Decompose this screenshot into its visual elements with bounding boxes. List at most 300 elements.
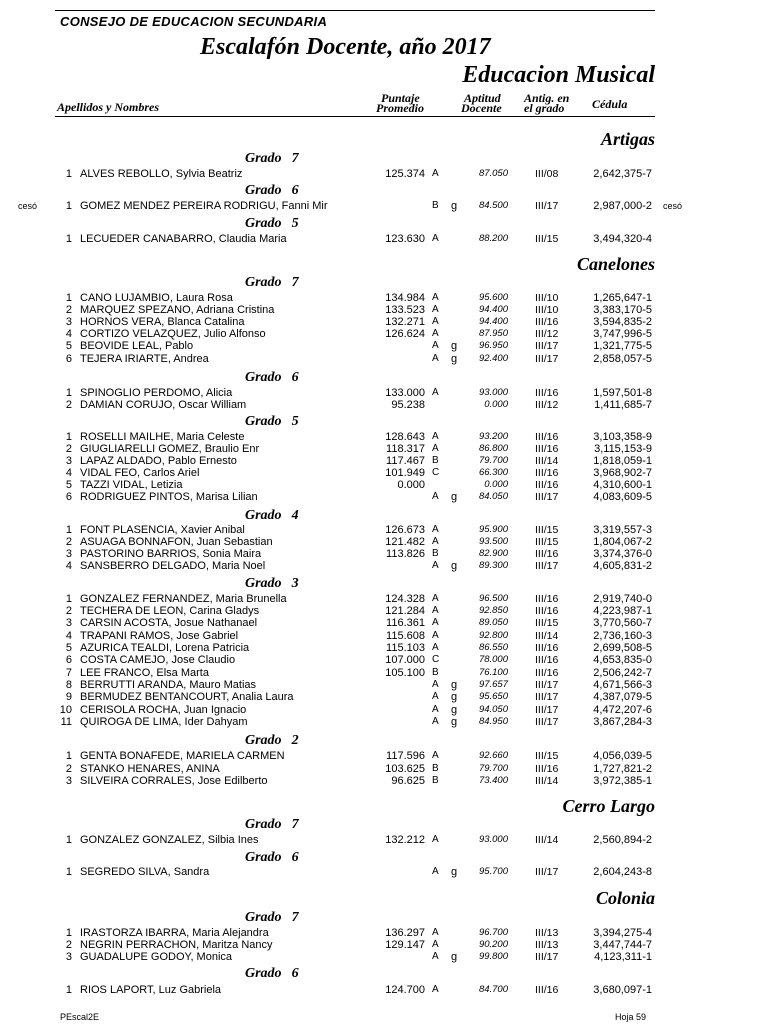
row-number: 5 (65, 642, 72, 654)
row-cedula: 1,727,821-2 (593, 763, 652, 775)
table-row (0, 866, 768, 879)
row-number: 3 (65, 775, 72, 787)
row-number: 3 (65, 548, 72, 560)
row-flag: g (451, 691, 458, 703)
row-puntaje: 115.103 (386, 642, 425, 654)
row-number: 2 (65, 399, 72, 411)
row-aptitud-category: B (432, 775, 439, 786)
row-number: 6 (65, 353, 72, 365)
table-row (0, 716, 768, 729)
table-row (0, 443, 768, 456)
grado-number: 6 (291, 850, 299, 865)
row-puntaje: 121.284 (385, 605, 425, 617)
row-flag: g (451, 491, 458, 503)
row-aptitud-docente: 87.050 (478, 168, 508, 179)
row-cedula: 4,123,311-1 (594, 951, 652, 963)
row-aptitud-category: A (432, 491, 439, 502)
row-aptitud-category: A (432, 353, 439, 364)
row-name: TAZZI VIDAL, Letizia (80, 479, 183, 491)
row-number: 4 (65, 630, 72, 642)
row-name: CARSIN ACOSTA, Josue Nathanael (80, 617, 258, 629)
row-aptitud-docente: 86.800 (478, 443, 508, 454)
row-puntaje: 115.608 (386, 630, 425, 642)
row-cedula: 3,374,376-0 (593, 548, 652, 560)
row-antiguedad: III/17 (535, 716, 559, 728)
row-number: 3 (65, 455, 72, 467)
row-aptitud-docente: 93.000 (478, 387, 508, 398)
row-antiguedad: III/17 (535, 340, 559, 352)
row-name: BERMUDEZ BENTANCOURT, Analia Laura (80, 691, 294, 703)
row-aptitud-docente: 99.800 (478, 951, 508, 962)
grado-label: Grado (245, 910, 282, 925)
department-heading: Artigas (600, 129, 655, 149)
table-row (0, 316, 768, 329)
table-row (0, 399, 768, 412)
row-antiguedad: III/17 (535, 691, 559, 703)
row-number: 1 (65, 984, 72, 996)
grado-heading (245, 817, 299, 832)
row-aptitud-category: B (432, 455, 439, 466)
table-row (0, 630, 768, 643)
row-puntaje: 116.361 (386, 617, 425, 629)
row-aptitud-docente: 0.000 (484, 479, 508, 490)
table-row (0, 387, 768, 400)
row-flag: g (451, 951, 458, 963)
row-aptitud-category: A (432, 716, 439, 727)
row-puntaje: 96.625 (391, 775, 425, 787)
row-name: NEGRIN PERRACHON, Maritza Nancy (80, 939, 273, 951)
row-name: LEE FRANCO, Elsa Marta (80, 667, 209, 679)
row-puntaje: 125.374 (385, 168, 425, 180)
row-aptitud-docente: 87.950 (478, 328, 508, 339)
row-aptitud-category: A (432, 750, 439, 761)
row-puntaje: 117.467 (386, 455, 425, 467)
row-cedula: 4,653,835-0 (593, 654, 652, 666)
row-name: BEOVIDE LEAL, Pablo (80, 340, 194, 352)
row-cedula: 3,494,320-4 (593, 233, 652, 245)
row-antiguedad: III/14 (535, 775, 559, 787)
table-row (0, 524, 768, 537)
row-number: 8 (65, 679, 72, 691)
table-row (0, 491, 768, 504)
row-number: 5 (65, 479, 72, 491)
row-name: HORNOS VERA, Blanca Catalina (80, 316, 245, 328)
row-aptitud-docente: 76.100 (478, 667, 508, 678)
row-aptitud-docente: 84.700 (478, 984, 508, 995)
row-antiguedad: III/17 (535, 200, 559, 212)
row-cedula: 1,597,501-8 (593, 387, 652, 399)
row-antiguedad: III/15 (535, 536, 559, 548)
footer-form-code: PEscal2E (60, 1012, 100, 1022)
row-aptitud-category: A (432, 605, 439, 616)
row-aptitud-docente: 93.000 (478, 834, 508, 845)
row-puntaje: 121.482 (385, 536, 425, 548)
row-name: SANSBERRO DELGADO, Maria Noel (80, 560, 266, 572)
row-name: ALVES REBOLLO, Sylvia Beatriz (80, 168, 243, 180)
row-aptitud-docente: 97.657 (478, 679, 508, 690)
table-row (0, 642, 768, 655)
row-name: GENTA BONAFEDE, MARIELA CARMEN (80, 750, 285, 762)
row-cedula: 2,919,740-0 (593, 593, 652, 605)
row-cedula: 3,383,170-5 (593, 304, 652, 316)
row-number: 2 (65, 304, 72, 316)
row-cedula: 4,387,079-5 (593, 691, 652, 703)
table-row (0, 763, 768, 776)
row-aptitud-docente: 89.050 (478, 617, 508, 628)
table-row (0, 304, 768, 317)
row-name: ROSELLI MAILHE, Maria Celeste (80, 431, 245, 443)
grado-number: 5 (291, 414, 299, 429)
grado-label: Grado (245, 151, 282, 166)
row-antiguedad: III/13 (535, 927, 559, 939)
grado-heading (245, 576, 299, 591)
row-aptitud-category: A (432, 939, 439, 950)
row-number: 1 (65, 866, 72, 878)
row-cedula: 3,594,835-2 (593, 316, 652, 328)
row-number: 3 (65, 316, 72, 328)
column-header-puntaje-1: Puntaje (381, 91, 420, 105)
grado-number: 7 (291, 910, 299, 925)
column-header-puntaje-2: Promedio (376, 101, 424, 115)
row-number: 4 (65, 560, 72, 572)
row-antiguedad: III/16 (535, 593, 559, 605)
row-number: 2 (65, 536, 72, 548)
table-row (0, 984, 768, 997)
grado-heading (245, 151, 299, 166)
row-aptitud-docente: 0.000 (484, 399, 508, 410)
row-antiguedad: III/17 (535, 560, 559, 572)
row-number: 4 (65, 328, 72, 340)
row-cedula: 3,680,097-1 (593, 984, 652, 996)
row-aptitud-category: A (432, 431, 439, 442)
row-number: 2 (65, 605, 72, 617)
row-aptitud-docente: 95.700 (478, 866, 508, 877)
row-cedula: 2,987,000-2 (593, 200, 652, 212)
row-aptitud-category: A (432, 292, 439, 303)
row-puntaje: 105.100 (385, 667, 425, 679)
row-puntaje: 134.984 (385, 292, 425, 304)
row-number: 3 (65, 951, 72, 963)
row-aptitud-category: A (432, 927, 439, 938)
grado-heading (245, 183, 299, 198)
row-aptitud-docente: 79.700 (478, 763, 508, 774)
row-antiguedad: III/16 (535, 479, 559, 491)
organization-name: CONSEJO DE EDUCACION SECUNDARIA (60, 14, 328, 29)
row-antiguedad: III/16 (535, 984, 559, 996)
row-name: FONT PLASENCIA, Xavier Anibal (80, 524, 245, 536)
table-row (0, 328, 768, 341)
grado-number: 6 (291, 370, 299, 385)
table-row (0, 617, 768, 630)
row-puntaje: 123.630 (385, 233, 425, 245)
row-aptitud-docente: 84.500 (478, 200, 508, 211)
row-flag: g (451, 704, 458, 716)
row-aptitud-docente: 89.300 (478, 560, 508, 571)
row-cedula: 2,699,508-5 (593, 642, 652, 654)
row-cedula: 4,671,566-3 (593, 679, 652, 691)
table-row (0, 431, 768, 444)
row-antiguedad: III/16 (535, 387, 559, 399)
grado-number: 2 (291, 733, 299, 748)
table-row (0, 750, 768, 763)
row-name: COSTA CAMEJO, Jose Claudio (80, 654, 236, 666)
row-aptitud-docente: 96.700 (478, 927, 508, 938)
grado-number: 7 (291, 151, 299, 166)
row-antiguedad: III/16 (535, 667, 559, 679)
row-aptitud-category: A (432, 617, 439, 628)
row-aptitud-category: A (432, 304, 439, 315)
row-name: GONZALEZ GONZALEZ, Silbia Ines (80, 834, 259, 846)
row-aptitud-category: A (432, 524, 439, 535)
row-cedula: 4,056,039-5 (593, 750, 652, 762)
row-number: 1 (65, 292, 72, 304)
row-aptitud-category: C (432, 467, 440, 478)
subject-title: Educacion Musical (462, 62, 655, 88)
row-cedula: 2,506,242-7 (593, 667, 652, 679)
column-header-aptitud-2: Docente (461, 101, 502, 115)
row-cedula: 4,310,600-1 (593, 479, 652, 491)
row-name: LAPAZ ALDADO, Pablo Ernesto (80, 455, 237, 467)
row-puntaje: 113.826 (386, 548, 425, 560)
row-cedula: 3,115,153-9 (594, 443, 652, 455)
row-aptitud-docente: 95.650 (478, 691, 508, 702)
row-cedula: 3,447,744-7 (593, 939, 652, 951)
row-antiguedad: III/12 (535, 399, 559, 411)
row-number: 11 (60, 716, 72, 728)
row-number: 1 (65, 200, 72, 212)
row-aptitud-category: A (432, 233, 439, 244)
row-cedula: 2,736,160-3 (593, 630, 652, 642)
row-antiguedad: III/17 (535, 866, 559, 878)
row-puntaje: 95.238 (391, 399, 425, 411)
row-aptitud-docente: 79.700 (478, 455, 508, 466)
row-cedula: 2,858,057-5 (593, 353, 652, 365)
row-cedula: 2,604,243-8 (593, 866, 652, 878)
row-number: 1 (65, 387, 72, 399)
row-aptitud-category: B (432, 763, 439, 774)
row-antiguedad: III/16 (535, 642, 559, 654)
row-puntaje: 101.949 (385, 467, 425, 479)
row-flag: g (451, 560, 458, 572)
grado-number: 3 (291, 576, 299, 591)
row-antiguedad: III/13 (535, 939, 559, 951)
table-row (0, 353, 768, 366)
row-cedula: 3,972,385-1 (593, 775, 652, 787)
row-antiguedad: III/16 (535, 431, 559, 443)
table-row (0, 679, 768, 692)
grado-number: 6 (291, 183, 299, 198)
row-aptitud-docente: 78.000 (478, 654, 508, 665)
row-number: 2 (65, 763, 72, 775)
row-flag: g (451, 716, 458, 728)
row-cedula: 4,472,207-6 (593, 704, 652, 716)
table-row (0, 548, 768, 561)
row-number: 1 (65, 593, 72, 605)
row-status-note: cesó (18, 201, 38, 211)
grado-number: 5 (291, 216, 299, 231)
table-row (0, 691, 768, 704)
row-cedula: 4,605,831-2 (593, 560, 652, 572)
row-antiguedad: III/16 (535, 443, 559, 455)
table-row (0, 560, 768, 573)
row-name: BERRUTTI ARANDA, Mauro Matias (80, 679, 257, 691)
grado-number: 7 (291, 817, 299, 832)
row-name: SPINOGLIO PERDOMO, Alicia (80, 387, 233, 399)
row-aptitud-category: A (432, 536, 439, 547)
row-number: 2 (65, 443, 72, 455)
grado-heading (245, 850, 299, 865)
row-cedula: 4,223,987-1 (593, 605, 652, 617)
row-aptitud-docente: 92.800 (478, 630, 508, 641)
grado-heading (245, 508, 299, 523)
table-row (0, 605, 768, 618)
row-puntaje: 126.624 (385, 328, 425, 340)
table-row (0, 775, 768, 788)
table-row (0, 704, 768, 717)
row-name: IRASTORZA IBARRA, Maria Alejandra (80, 927, 269, 939)
table-row (0, 455, 768, 468)
row-name: CERISOLA ROCHA, Juan Ignacio (80, 704, 247, 716)
row-aptitud-docente: 96.500 (478, 593, 508, 604)
row-name: CANO LUJAMBIO, Laura Rosa (80, 292, 233, 304)
row-aptitud-docente: 95.600 (478, 292, 508, 303)
row-antiguedad: III/16 (535, 654, 559, 666)
row-aptitud-docente: 93.500 (478, 536, 508, 547)
row-aptitud-docente: 93.200 (478, 431, 508, 442)
row-number: 1 (65, 524, 72, 536)
row-cedula: 1,411,685-7 (594, 399, 652, 411)
row-name: AZURICA TEALDI, Lorena Patricia (80, 642, 250, 654)
row-antiguedad: III/16 (535, 316, 559, 328)
row-aptitud-category: A (432, 340, 439, 351)
row-number: 6 (65, 491, 72, 503)
row-aptitud-docente: 96.950 (478, 340, 508, 351)
row-status-note-right: cesó (663, 201, 683, 211)
row-aptitud-category: A (432, 691, 439, 702)
row-aptitud-docente: 94.400 (478, 316, 508, 327)
row-antiguedad: III/08 (535, 168, 559, 180)
row-aptitud-category: A (432, 316, 439, 327)
row-aptitud-category: A (432, 630, 439, 641)
grado-heading (245, 414, 299, 429)
row-name: LECUEDER CANABARRO, Claudia Maria (80, 233, 287, 245)
row-cedula: 1,321,775-5 (593, 340, 652, 352)
document-title: Escalafón Docente, año 2017 (200, 34, 491, 60)
row-puntaje: 128.643 (385, 431, 425, 443)
row-number: 1 (65, 431, 72, 443)
row-cedula: 3,867,284-3 (593, 716, 652, 728)
row-puntaje: 136.297 (385, 927, 425, 939)
row-antiguedad: III/14 (535, 630, 559, 642)
row-name: GUADALUPE GODOY, Monica (80, 951, 233, 963)
row-puntaje: 132.271 (385, 316, 425, 328)
row-antiguedad: III/17 (535, 353, 559, 365)
row-aptitud-category: A (432, 560, 439, 571)
grado-label: Grado (245, 817, 282, 832)
row-puntaje: 129.147 (385, 939, 425, 951)
row-aptitud-category: B (432, 667, 439, 678)
row-aptitud-category: A (432, 679, 439, 690)
row-number: 10 (59, 704, 72, 716)
row-name: QUIROGA DE LIMA, Ider Dahyam (80, 716, 248, 728)
row-aptitud-category: B (432, 200, 439, 211)
row-cedula: 3,103,358-9 (593, 431, 652, 443)
row-cedula: 1,818,059-1 (593, 455, 652, 467)
grado-number: 4 (291, 508, 299, 523)
row-name: SEGREDO SILVA, Sandra (80, 866, 210, 878)
row-antiguedad: III/16 (535, 467, 559, 479)
row-number: 4 (65, 467, 72, 479)
row-name: STANKO HENARES, ANINA (80, 763, 220, 775)
table-row (0, 667, 768, 680)
row-name: MARQUEZ SPEZANO, Adriana Cristina (80, 304, 275, 316)
row-aptitud-docente: 94.050 (478, 704, 508, 715)
row-number: 3 (65, 617, 72, 629)
row-antiguedad: III/10 (535, 292, 559, 304)
row-antiguedad: III/15 (535, 524, 559, 536)
row-number: 1 (65, 233, 72, 245)
department-heading: Colonia (595, 888, 655, 908)
grado-label: Grado (245, 850, 282, 865)
row-aptitud-category: A (432, 704, 439, 715)
row-name: TEJERA IRIARTE, Andrea (80, 353, 209, 365)
row-aptitud-category: B (432, 548, 439, 559)
grado-label: Grado (245, 576, 282, 591)
row-puntaje: 0.000 (397, 479, 425, 491)
grado-label: Grado (245, 275, 282, 290)
top-rule (55, 10, 655, 11)
grado-heading (245, 966, 299, 981)
row-puntaje: 126.673 (385, 524, 425, 536)
row-number: 1 (65, 834, 72, 846)
row-number: 1 (65, 927, 72, 939)
row-puntaje: 132.212 (385, 834, 425, 846)
row-puntaje: 118.317 (386, 443, 425, 455)
row-puntaje: 124.328 (385, 593, 425, 605)
department-heading: Canelones (576, 254, 655, 274)
row-number: 6 (65, 654, 72, 666)
grado-label: Grado (245, 414, 282, 429)
row-aptitud-docente: 88.200 (478, 233, 508, 244)
row-aptitud-category: A (432, 984, 439, 995)
row-aptitud-category: A (432, 866, 439, 877)
table-row (0, 340, 768, 353)
grado-label: Grado (245, 370, 282, 385)
row-antiguedad: III/14 (535, 455, 559, 467)
column-header-aptitud-1: Aptitud (464, 91, 501, 105)
grado-heading (245, 216, 299, 231)
row-antiguedad: III/12 (535, 328, 559, 340)
row-aptitud-docente: 95.900 (478, 524, 508, 535)
row-antiguedad: III/16 (535, 605, 559, 617)
row-antiguedad: III/15 (535, 617, 559, 629)
row-antiguedad: III/14 (535, 834, 559, 846)
row-flag: g (451, 200, 458, 212)
row-number: 9 (65, 691, 72, 703)
row-aptitud-docente: 94.400 (478, 304, 508, 315)
column-header-cedula: Cédula (592, 97, 628, 111)
column-header-antig-1: Antig. en (524, 91, 570, 105)
table-row (0, 467, 768, 480)
row-flag: g (451, 866, 458, 878)
row-name: DAMIAN CORUJO, Oscar William (80, 399, 247, 411)
row-aptitud-docente: 73.400 (478, 775, 508, 786)
table-row (0, 233, 768, 246)
row-aptitud-docente: 92.660 (478, 750, 508, 761)
row-aptitud-category: C (432, 654, 440, 665)
row-flag: g (451, 353, 458, 365)
row-antiguedad: III/17 (535, 704, 559, 716)
